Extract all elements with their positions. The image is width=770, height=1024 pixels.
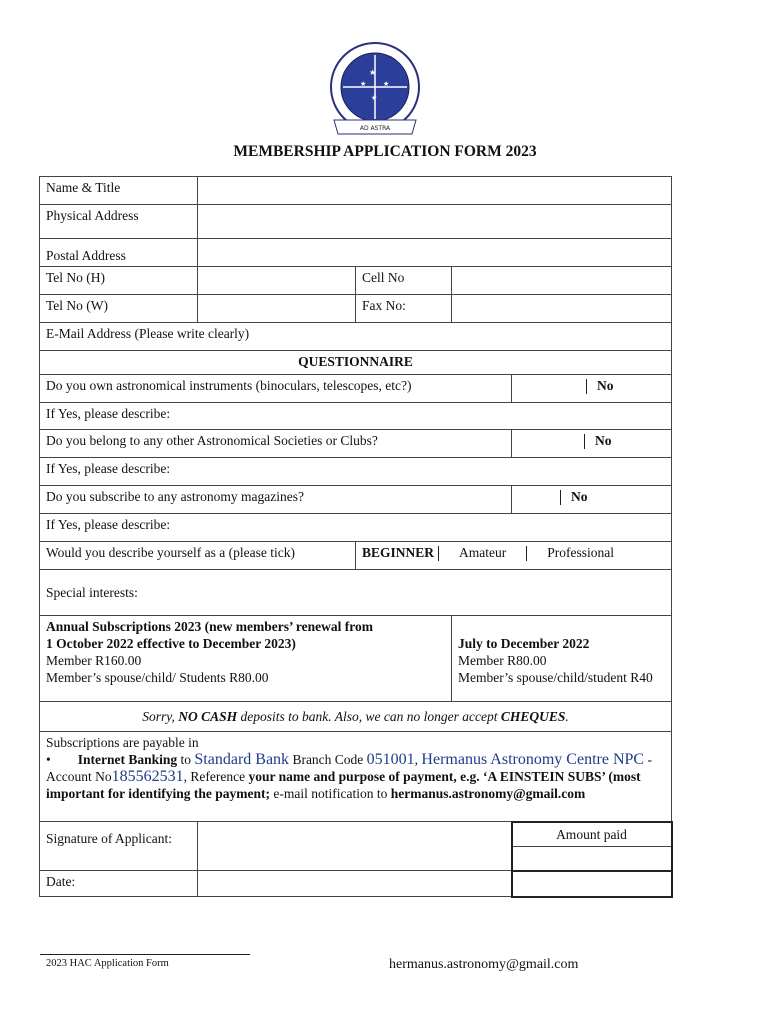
q-societies-describe[interactable]: If Yes, please describe: — [40, 458, 672, 486]
signature-field[interactable] — [198, 822, 512, 871]
annual-heading-2: 1 October 2022 effective to December 2023) — [46, 636, 296, 651]
payment-instructions — [40, 732, 672, 822]
name-label: Name & Title — [40, 177, 198, 205]
payment-details: • Internet Banking to Standard Bank Branch Code 051001, Hermanus Astronomy Centre NPC -Account No185562531, Reference your name and purpose of payment, e.g. ‘A EINSTEIN SUBS’ (most important for identifying the payment; e-mail notification to hermanus.astronomy@gmail.com — [46, 751, 652, 801]
q-magazines-answer[interactable] — [512, 486, 672, 514]
cash-notice: Sorry, NO CASH deposits to bank. Also, we can no longer accept CHEQUES. — [40, 702, 672, 732]
annual-heading-1: Annual Subscriptions 2023 (new members’ renewal from — [46, 619, 373, 634]
q-societies-answer[interactable] — [512, 430, 672, 458]
application-form — [39, 176, 673, 898]
amateur-option[interactable]: Amateur — [459, 545, 507, 560]
amount-paid-label: Amount paid — [513, 823, 671, 847]
tel-work-label: Tel No (W) — [40, 295, 198, 323]
signature-label: Signature of Applicant: — [40, 822, 198, 871]
svg-text:AD ASTRA: AD ASTRA — [359, 125, 391, 132]
svg-text:★: ★ — [360, 80, 367, 88]
payment-intro: Subscriptions are payable in — [46, 735, 199, 750]
postal-address-label: Postal Address — [40, 239, 198, 267]
level-question: Would you describe yourself as a (please tick) — [40, 542, 356, 570]
svg-text:★: ★ — [369, 68, 377, 77]
fax-label: Fax No: — [356, 295, 452, 323]
tel-home-label: Tel No (H) — [40, 267, 198, 295]
q-magazines-describe[interactable]: If Yes, please describe: — [40, 514, 672, 542]
name-field[interactable] — [198, 177, 672, 205]
svg-text:★: ★ — [371, 94, 378, 102]
hac-logo — [320, 42, 430, 140]
professional-option[interactable]: Professional — [547, 545, 614, 560]
half-spouse-fee: Member’s spouse/child/student R40 — [458, 670, 653, 685]
fax-field[interactable] — [452, 295, 672, 323]
form-title: MEMBERSHIP APPLICATION FORM 2023 — [233, 143, 537, 160]
tel-work-field[interactable] — [198, 295, 356, 323]
postal-address-field[interactable] — [198, 239, 672, 267]
date-field[interactable] — [198, 871, 512, 897]
physical-address-label: Physical Address — [40, 205, 198, 239]
footer-form-name: 2023 HAC Application Form — [46, 958, 169, 969]
svg-text:★: ★ — [383, 80, 390, 88]
level-options[interactable] — [356, 542, 672, 570]
q-instruments-describe[interactable]: If Yes, please describe: — [40, 403, 672, 430]
amount-paid-field[interactable] — [512, 871, 672, 897]
special-interests[interactable]: Special interests: — [40, 570, 672, 616]
physical-address-field[interactable] — [198, 205, 672, 239]
half-year-subscriptions — [452, 616, 672, 702]
date-label: Date: — [40, 871, 198, 897]
q-instruments-answer[interactable] — [512, 375, 672, 403]
footnote-rule — [40, 954, 250, 955]
cell-field[interactable] — [452, 267, 672, 295]
q-societies: Do you belong to any other Astronomical Societies or Clubs? — [40, 430, 512, 458]
no-option: No — [571, 489, 588, 504]
no-option: No — [597, 378, 614, 393]
beginner-option[interactable]: BEGINNER — [362, 545, 435, 560]
q-magazines: Do you subscribe to any astronomy magazines? — [40, 486, 512, 514]
questionnaire-heading: QUESTIONNAIRE — [40, 351, 672, 375]
tel-home-field[interactable] — [198, 267, 356, 295]
annual-spouse-fee: Member’s spouse/child/ Students R80.00 — [46, 670, 269, 685]
amount-paid-box[interactable] — [512, 822, 672, 871]
annual-member-fee: Member R160.00 — [46, 653, 142, 668]
q-instruments: Do you own astronomical instruments (binoculars, telescopes, etc?) — [40, 375, 512, 403]
half-member-fee: Member R80.00 — [458, 653, 547, 668]
cell-label: Cell No — [356, 267, 452, 295]
footer-email: hermanus.astronomy@gmail.com — [389, 957, 579, 972]
half-heading: July to December 2022 — [458, 636, 590, 651]
email-label: E-Mail Address (Please write clearly) — [40, 323, 672, 351]
no-option: No — [595, 433, 612, 448]
annual-subscriptions — [40, 616, 452, 702]
